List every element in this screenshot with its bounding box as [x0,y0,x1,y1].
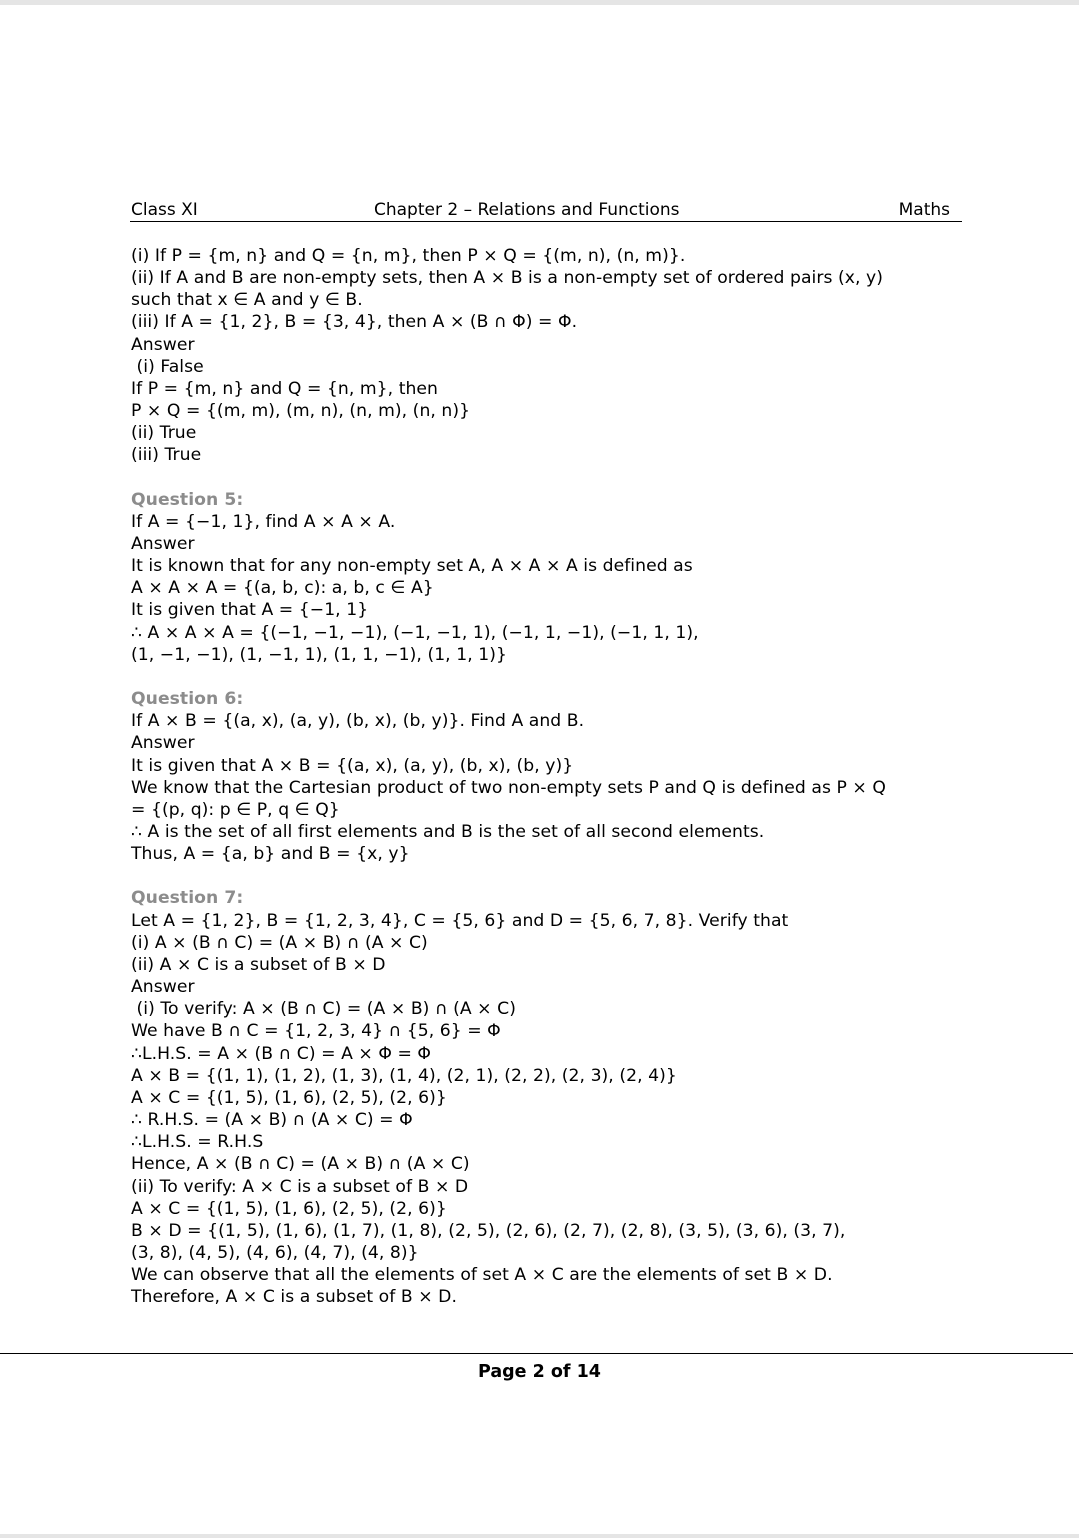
page-footer [0,1360,1079,1384]
question-text: If A = {−1, 1}, find A × A × A. [131,511,396,532]
answer-label: Answer [131,977,195,998]
answer-line: It is given that A = {−1, 1} [131,600,369,621]
answer-line: P × Q = {(m, m), (m, n), (n, m), (n, n)} [131,401,471,422]
header-class: Class XI [131,200,198,220]
answer-line: Thus, A = {a, b} and B = {x, y} [131,844,410,865]
answer-line: A × B = {(1, 1), (1, 2), (1, 3), (1, 4), (2, 1), (2, 2), (2, 3), (2, 4)} [131,1065,677,1086]
answer-line: (ii) To verify: A × C is a subset of B × D [131,1176,469,1197]
answer-line: (i) To verify: A × (B ∩ C) = (A × B) ∩ (A × C) [131,999,516,1020]
answer-line: ∴L.H.S. = R.H.S [131,1132,264,1153]
answer-line: We have B ∩ C = {1, 2, 3, 4} ∩ {5, 6} = Φ [131,1021,501,1042]
answer-line: ∴ A × A × A = {(−1, −1, −1), (−1, −1, 1), (−1, 1, −1), (−1, 1, 1), [131,622,699,643]
page-header [130,199,962,222]
answer-label: Answer [131,733,195,754]
question-text: (i) A × (B ∩ C) = (A × B) ∩ (A × C) [131,932,428,953]
answer-line: (1, −1, −1), (1, −1, 1), (1, 1, −1), (1, 1, 1)} [131,644,507,665]
answer-line: B × D = {(1, 5), (1, 6), (1, 7), (1, 8), (2, 5), (2, 6), (2, 7), (2, 8), (3, 5), (3, 6), (3, 7), [131,1220,846,1241]
page-content [131,245,961,1308]
question-heading: Question 6: [131,689,244,710]
answer-line: A × A × A = {(a, b, c): a, b, c ∈ A} [131,578,434,599]
answer-line: ∴L.H.S. = A × (B ∩ C) = A × Φ = Φ [131,1043,432,1064]
answer-line: Therefore, A × C is a subset of B × D. [131,1287,457,1308]
spacer [131,865,961,887]
answer-label: Answer [131,334,195,355]
answer-line: (i) False [131,356,204,377]
header-subject: Maths [898,200,950,220]
answer-line: It is known that for any non-empty set A, A × A × A is defined as [131,556,693,577]
question-heading: Question 5: [131,489,244,510]
question-5 [131,489,961,666]
answer-label: Answer [131,534,195,555]
question-text: Let A = {1, 2}, B = {1, 2, 3, 4}, C = {5, 6} and D = {5, 6, 7, 8}. Verify that [131,910,789,931]
header-chapter-title: Chapter 2 – Relations and Functions [374,200,680,220]
question-6 [131,688,961,865]
answer-line: (iii) True [131,445,202,466]
question-4-continued [131,245,961,467]
statement-line: (iii) If A = {1, 2}, B = {3, 4}, then A × (B ∩ Φ) = Φ. [131,312,578,333]
answer-line: If P = {m, n} and Q = {n, m}, then [131,378,438,399]
statement-line: (ii) If A and B are non-empty sets, then A × B is a non-empty set of ordered pairs (x, y) [131,268,883,289]
answer-line: A × C = {(1, 5), (1, 6), (2, 5), (2, 6)} [131,1087,447,1108]
answer-line: Hence, A × (B ∩ C) = (A × B) ∩ (A × C) [131,1154,470,1175]
answer-line: (3, 8), (4, 5), (4, 6), (4, 7), (4, 8)} [131,1242,419,1263]
question-7 [131,887,961,1308]
top-frame-strip [0,0,1079,5]
statement-line: (i) If P = {m, n} and Q = {n, m}, then P × Q = {(m, n), (n, m)}. [131,246,686,266]
answer-line: ∴ A is the set of all first elements and B is the set of all second elements. [131,822,765,843]
page-number: Page 2 of 14 [477,1362,601,1382]
question-text: (ii) A × C is a subset of B × D [131,954,386,975]
answer-line: (ii) True [131,423,197,444]
answer-line: It is given that A × B = {(a, x), (a, y), (b, x), (b, y)} [131,755,574,776]
answer-line: We can observe that all the elements of set A × C are the elements of set B × D. [131,1265,833,1286]
spacer [131,467,961,489]
answer-line: ∴ R.H.S. = (A × B) ∩ (A × C) = Φ [131,1110,413,1131]
answer-line: = {(p, q): p ∈ P, q ∈ Q} [131,799,340,820]
answer-line: A × C = {(1, 5), (1, 6), (2, 5), (2, 6)} [131,1198,447,1219]
spacer [131,666,961,688]
bottom-frame-strip [0,1534,1079,1538]
answer-line: We know that the Cartesian product of two non-empty sets P and Q is defined as P × Q [131,777,886,798]
footer-divider [0,1353,1073,1354]
statement-line: such that x ∈ A and y ∈ B. [131,290,363,311]
question-text: If A × B = {(a, x), (a, y), (b, x), (b, y)}. Find A and B. [131,711,585,732]
question-heading: Question 7: [131,888,244,909]
